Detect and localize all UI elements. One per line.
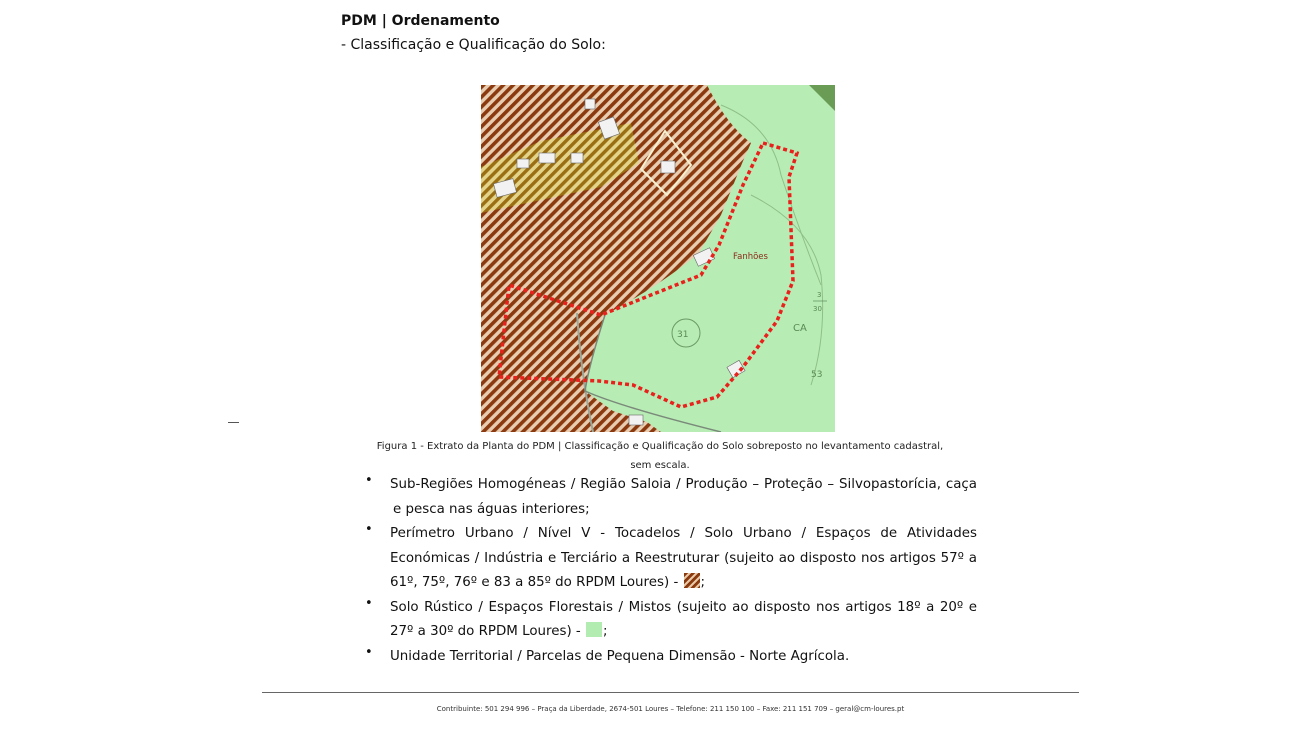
list-item [365, 596, 977, 645]
list-item [365, 645, 977, 670]
map-label-31: 31 [677, 330, 689, 340]
map-label-fraction-num: 3 [817, 291, 822, 299]
page-heading: PDM | Ordenamento [341, 13, 500, 29]
margin-mark [228, 422, 239, 423]
list-item-text: ; [700, 575, 706, 590]
bullet-list [365, 473, 977, 669]
list-item-line: Solo Rústico / Espaços Florestais / Mistos (sujeito ao disposto nos artigos 18º a 20º e [390, 599, 977, 615]
map-label-fraction-den: 30 [813, 305, 822, 313]
building [539, 153, 555, 163]
bullet-dot: • [365, 595, 373, 611]
footer-contacts: Contribuinte: 501 294 996 – Praça da Liberdade, 2674-501 Loures – Telefone: 211 150 100 – Faxe: 211 151 709 – geral@cm-loures.pt [436, 705, 905, 713]
building [517, 159, 529, 168]
legend-swatch-urban [684, 573, 700, 588]
page-subheading: - Classificação e Qualificação do Solo: [341, 37, 606, 53]
building [661, 161, 675, 173]
building [571, 153, 583, 163]
list-item-line: Unidade Territorial / Parcelas de Pequena Dimensão - Norte Agrícola. [390, 648, 850, 664]
bullet-dot: • [365, 522, 373, 537]
footer-divider [262, 692, 1079, 693]
list-item [365, 522, 977, 596]
building [629, 415, 643, 425]
list-item-line [390, 620, 977, 645]
bullet-dot: • [365, 644, 373, 660]
caption-line-2: sem escala. [630, 460, 690, 471]
list-item-line: Económicas / Indústria e Terciário a Reestruturar (sujeito ao disposto nos artigos 57º a [390, 550, 977, 566]
list-item-line: Perímetro Urbano / Nível V - Tocadelos / Solo Urbano / Espaços de Atividades [390, 526, 977, 541]
list-item-line: e pesca nas águas interiores; [393, 501, 590, 517]
map-label-fanhoes: Fanhões [733, 252, 768, 262]
caption-line-1: Figura 1 - Extrato da Planta do PDM | Classificação e Qualificação do Solo sobreposto no levantamento cadastral, [376, 441, 944, 452]
map-label-ca: CA [793, 323, 807, 334]
list-item-text: ; [603, 624, 608, 639]
map-label-53: 53 [811, 370, 823, 380]
list-item [365, 473, 977, 522]
figure-caption [330, 437, 990, 475]
list-item-text: 27º a 30º do RPDM Loures) - [390, 624, 581, 639]
list-item-line [390, 571, 977, 596]
list-item-text: 61º, 75º, 76º e 83 a 85º do RPDM Loures) - [390, 575, 679, 590]
building [585, 99, 595, 109]
legend-swatch-rustic [586, 622, 602, 637]
pdm-map [481, 85, 835, 432]
bullet-dot: • [365, 473, 373, 488]
list-item-line: Sub-Regiões Homogéneas / Região Saloia / Produção – Proteção – Silvopastorícia, caça [390, 477, 977, 492]
